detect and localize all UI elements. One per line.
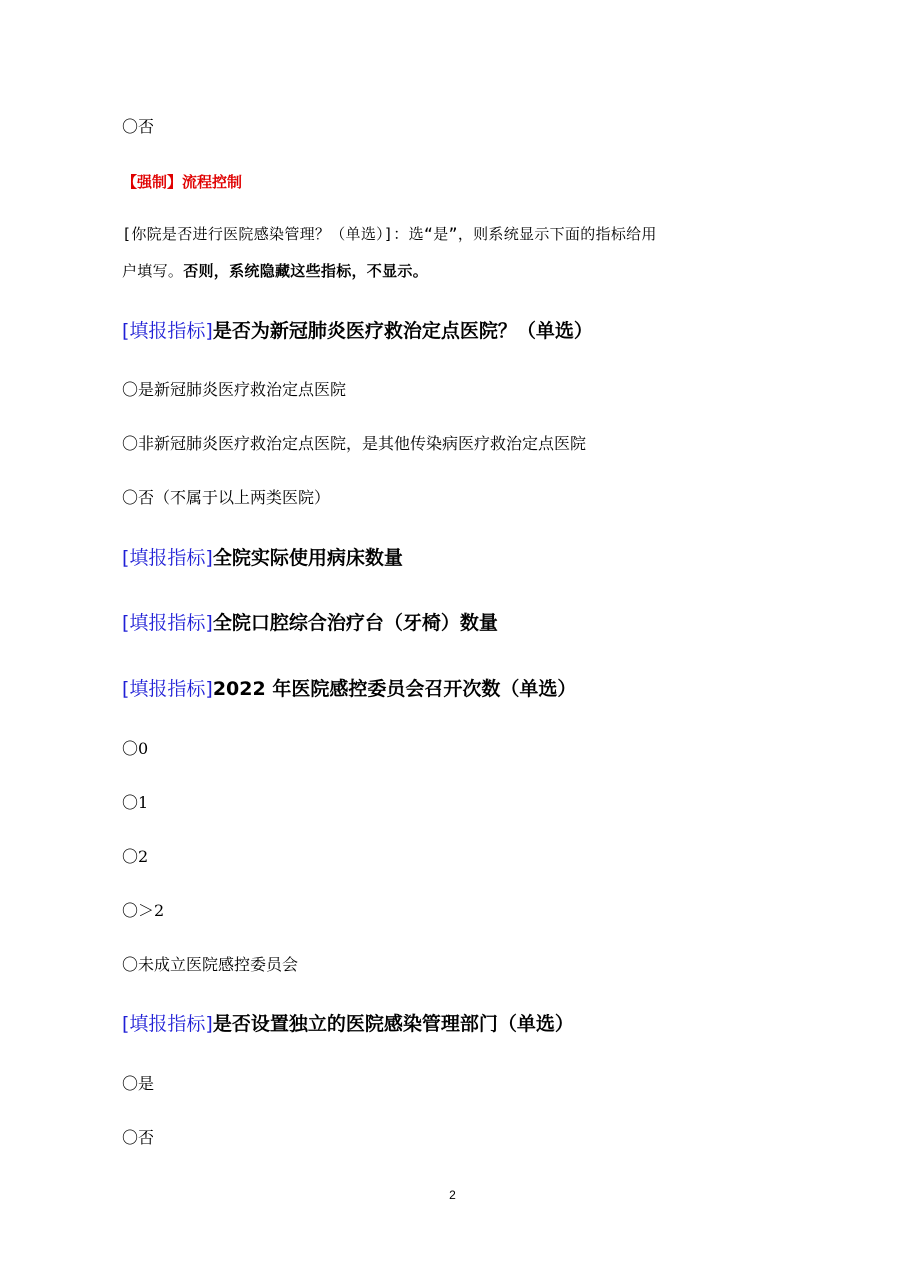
page-number: 2 xyxy=(449,1188,456,1202)
flow-note-bold: 否则，系统隐藏这些指标，不显示。 xyxy=(183,262,429,280)
forced-label: 【强制】流程控制 xyxy=(122,173,243,191)
q1-option-1[interactable]: 〇是新冠肺炎医疗救治定点医院 xyxy=(122,380,347,399)
indicator-tag: [填报指标] xyxy=(122,320,213,342)
q4-option-1[interactable]: 〇1 xyxy=(122,793,149,812)
indicator-tag: [填报指标] xyxy=(122,678,213,700)
q4-option-more[interactable]: 〇＞2 xyxy=(122,901,165,920)
indicator-q4-title xyxy=(122,677,576,701)
question-text: 全院实际使用病床数量 xyxy=(212,547,403,569)
indicator-q5-title xyxy=(122,1012,574,1036)
indicator-tag: [填报指标] xyxy=(122,612,213,634)
flow-note-line-2 xyxy=(122,261,428,281)
q1-option-2[interactable]: 〇非新冠肺炎医疗救治定点医院，是其他传染病医疗救治定点医院 xyxy=(122,434,587,453)
indicator-tag: [填报指标] xyxy=(122,1013,213,1035)
indicator-q2-title xyxy=(122,546,403,570)
indicator-q3-title xyxy=(122,611,498,635)
question-text: 是否为新冠肺炎医疗救治定点医院？（单选） xyxy=(212,320,593,342)
q4-option-2[interactable]: 〇2 xyxy=(122,847,149,866)
q1-option-3[interactable]: 〇否（不属于以上两类医院） xyxy=(122,488,331,507)
option-no[interactable]: 〇否 xyxy=(122,117,155,136)
q5-option-no[interactable]: 〇否 xyxy=(122,1128,155,1147)
q4-option-none[interactable]: 〇未成立医院感控委员会 xyxy=(122,955,299,974)
flow-note-line-1: [你院是否进行医院感染管理？（单选）]：选“是”，则系统显示下面的指标给用 xyxy=(122,225,657,243)
question-text: 2022 年医院感控委员会召开次数（单选） xyxy=(212,678,577,700)
indicator-q1-title xyxy=(122,319,593,343)
flow-note-plain: 户填写。 xyxy=(122,262,184,280)
indicator-tag: [填报指标] xyxy=(122,547,213,569)
q5-option-yes[interactable]: 〇是 xyxy=(122,1074,155,1093)
question-text: 是否设置独立的医院感染管理部门（单选） xyxy=(212,1013,574,1035)
question-text: 全院口腔综合治疗台（牙椅）数量 xyxy=(212,612,498,634)
q4-option-0[interactable]: 〇0 xyxy=(122,739,149,758)
